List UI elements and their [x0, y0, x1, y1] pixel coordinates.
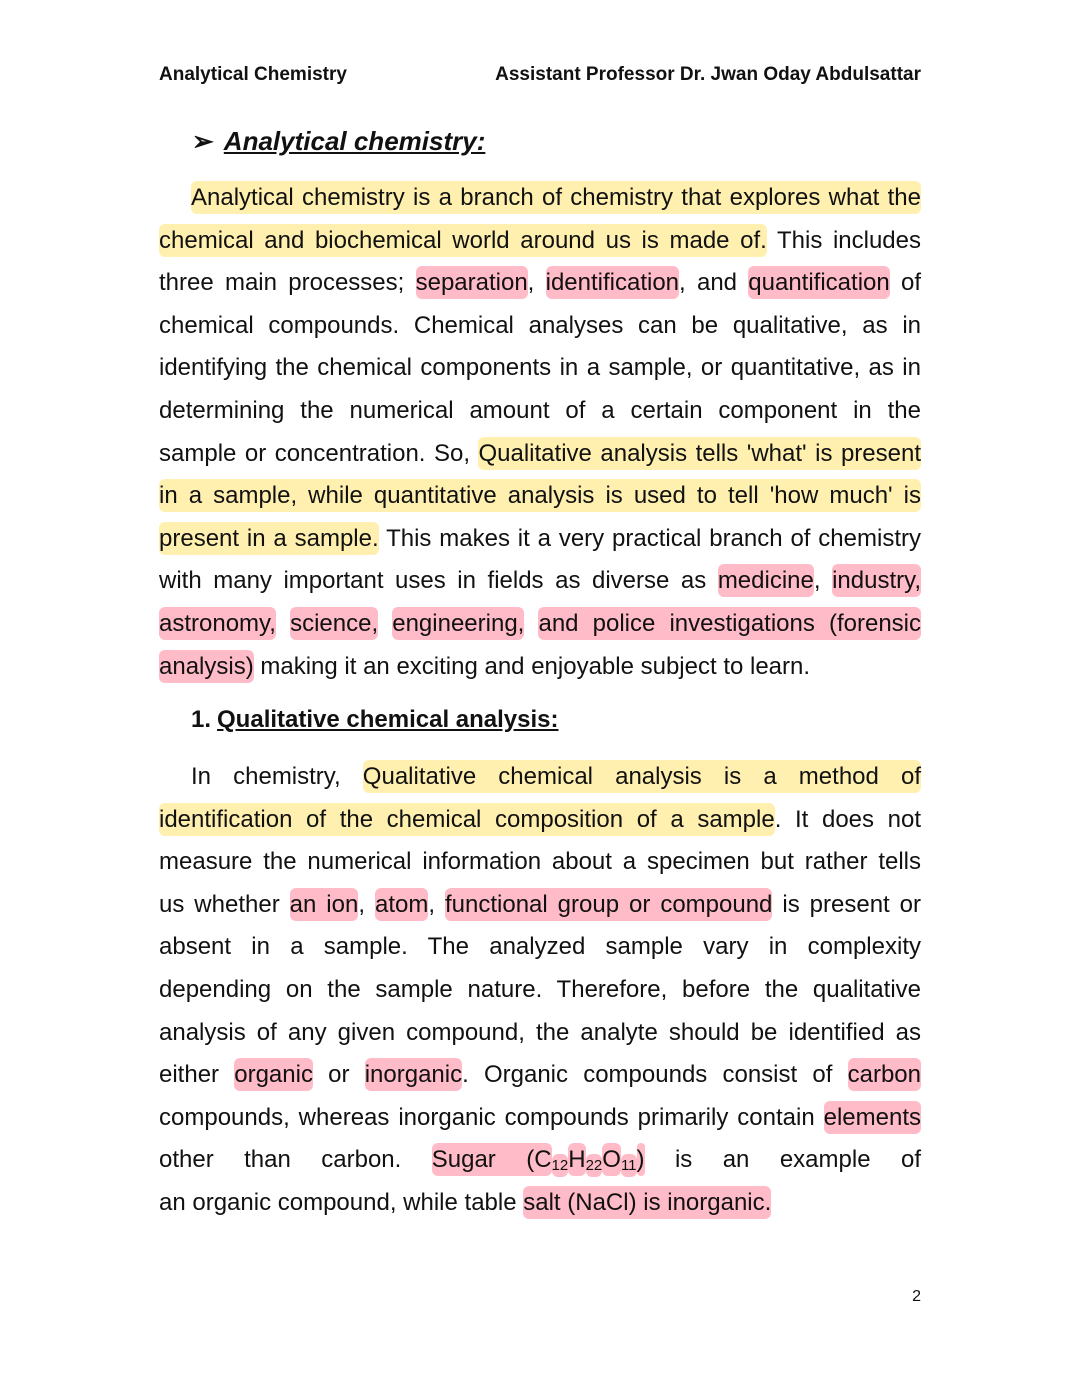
subsection-heading-text: Qualitative chemical analysis:	[217, 706, 559, 733]
highlighted-text: Qualitative analysis tells 'what' is present	[478, 437, 921, 470]
text-segment: This includes	[766, 226, 922, 254]
text-segment: analysis of any given compound, the analyte should be identified as	[159, 1018, 921, 1046]
text-line	[159, 969, 921, 1011]
text-line	[159, 305, 921, 347]
text-segment: ,	[428, 890, 445, 918]
text-segment: In chemistry,	[191, 763, 363, 790]
highlighted-text: O	[602, 1143, 621, 1176]
text-line	[159, 1012, 921, 1054]
text-segment	[378, 610, 392, 637]
highlighted-text: Qualitative chemical analysis is a method of	[363, 760, 921, 793]
header-course-title: Analytical Chemistry	[159, 64, 347, 85]
highlighted-text: in a sample, while quantitative analysis is used to tell 'how much' is	[159, 479, 921, 512]
highlighted-text: 22	[586, 1154, 603, 1177]
highlighted-text: present in a sample.	[159, 522, 379, 555]
text-segment: sample or concentration. So,	[159, 439, 479, 467]
highlighted-text: )	[637, 1143, 645, 1176]
text-segment: depending on the sample nature. Therefore, before the qualitative	[159, 976, 921, 1003]
highlighted-text: an ion	[290, 888, 359, 921]
text-segment: of	[889, 269, 922, 297]
arrow-bullet-icon: ➢	[192, 126, 214, 156]
text-line	[159, 799, 921, 841]
text-segment: compounds, whereas inorganic compounds primarily contain	[159, 1103, 824, 1131]
highlighted-text: engineering,	[392, 607, 524, 640]
text-line	[159, 347, 921, 389]
highlighted-text: identification of the chemical composition of a sample	[159, 803, 775, 836]
text-line	[159, 1054, 921, 1096]
text-segment: or	[312, 1061, 365, 1089]
text-segment	[276, 610, 290, 637]
text-segment: determining the numerical amount of a certain component in the	[159, 397, 921, 424]
text-segment: identifying the chemical components in a sample, or quantitative, as in	[159, 354, 921, 382]
highlighted-text: industry,	[832, 564, 921, 597]
text-line	[191, 756, 921, 798]
highlighted-text: functional group or compound	[445, 888, 772, 921]
text-segment: absent in a sample. The analyzed sample vary in complexity	[159, 933, 921, 961]
text-line	[159, 926, 921, 968]
text-segment: is an example of	[644, 1146, 921, 1174]
text-segment: other than carbon.	[159, 1146, 432, 1174]
text-segment: with many important uses in fields as diverse as	[159, 567, 718, 595]
text-line	[159, 475, 921, 517]
text-segment: ,	[813, 567, 833, 595]
text-segment: This makes it a very practical branch of chemistry	[378, 524, 921, 552]
text-segment: either	[159, 1061, 235, 1089]
page-number: 2	[912, 1288, 921, 1305]
highlighted-text: atom	[375, 888, 428, 921]
text-line	[159, 841, 921, 883]
text-line	[159, 603, 921, 645]
header-author: Assistant Professor Dr. Jwan Oday Abdulsattar	[495, 64, 921, 85]
highlighted-text: Sugar (C	[432, 1143, 552, 1176]
subsection-heading	[191, 704, 559, 736]
highlighted-text: H	[568, 1143, 585, 1176]
text-line	[159, 560, 921, 602]
highlighted-text: organic	[234, 1058, 313, 1091]
section-heading	[192, 125, 485, 157]
highlighted-text: inorganic	[365, 1058, 462, 1091]
highlighted-text: carbon	[848, 1058, 921, 1091]
text-line	[159, 220, 921, 262]
text-segment: , and	[679, 269, 749, 297]
text-line	[191, 177, 921, 219]
text-segment: us whether	[159, 890, 290, 918]
text-segment: an organic compound, while table	[159, 1189, 524, 1216]
highlighted-text: 12	[552, 1154, 569, 1177]
highlighted-text: Analytical chemistry is a branch of chemistry that explores what the	[191, 181, 921, 214]
text-segment: chemical compounds. Chemical analyses can be qualitative, as in	[159, 311, 921, 339]
text-line	[159, 1182, 921, 1224]
text-line	[159, 518, 921, 560]
highlighted-text: medicine	[718, 564, 814, 597]
highlighted-text: chemical and biochemical world around us is made of.	[159, 224, 767, 257]
text-segment: . It does not	[774, 805, 921, 833]
text-line	[159, 1139, 921, 1181]
highlighted-text: astronomy,	[159, 607, 276, 640]
text-segment: ,	[527, 269, 546, 297]
text-segment: is present or	[772, 890, 922, 918]
text-line	[159, 884, 921, 926]
highlighted-text: 11	[621, 1154, 637, 1177]
highlighted-text: quantification	[748, 266, 889, 299]
text-segment: making it an exciting and enjoyable subject to learn.	[253, 652, 811, 680]
text-segment: measure the numerical information about a specimen but rather tells	[159, 848, 921, 876]
text-segment: three main processes;	[159, 269, 416, 297]
text-segment	[524, 610, 538, 637]
text-line	[159, 262, 921, 304]
text-segment: . Organic compounds consist of	[462, 1061, 848, 1089]
highlighted-text: identification	[546, 266, 679, 299]
highlighted-text: science,	[290, 607, 378, 640]
highlighted-text: elements	[824, 1101, 921, 1134]
section-heading-text: Analytical chemistry:	[223, 126, 486, 156]
subsection-number: 1.	[191, 706, 212, 733]
highlighted-text: separation	[416, 266, 528, 299]
highlighted-text: salt (NaCl) is inorganic.	[523, 1186, 771, 1219]
text-line	[159, 433, 921, 475]
text-line	[159, 390, 921, 432]
highlighted-text: and police investigations (forensic	[538, 607, 921, 640]
highlighted-text: analysis)	[159, 650, 254, 683]
text-line	[159, 646, 921, 688]
text-segment: ,	[358, 890, 375, 918]
text-line	[159, 1097, 921, 1139]
